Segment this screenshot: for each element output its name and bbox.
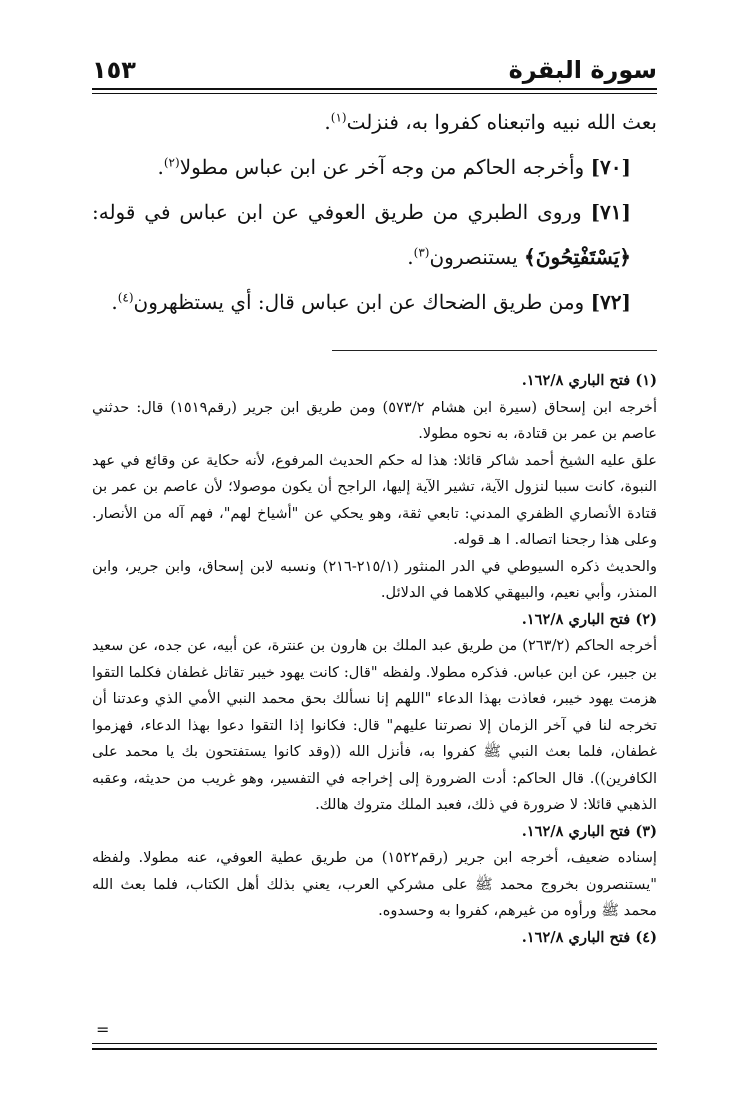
- paragraph-number: [٧١]: [590, 200, 631, 224]
- header-rule-thin: [92, 93, 657, 94]
- footer-rule-thin: [92, 1043, 657, 1044]
- footnote-3-head: (٣) فتح الباري ١٦٢/٨.: [521, 822, 657, 840]
- continuation-mark: =: [96, 1020, 110, 1039]
- main-line-1: بعث الله نبيه واتبعناه كفروا به، فنزلت$^{(١)}$.: [324, 110, 657, 134]
- footnote-3-text: إسناده ضعيف، أخرجه ابن جرير (رقم١٥٢٢) من طريق عطية العوفي، عنه مطولا. ولفظه "يستنصرون بخروج محمد ﷺ على مشركي العرب، يعني بذلك أهل الكتاب، فلما بعث الله محمد ﷺ ورأوه من غيرهم، كفروا به وحسدوه.: [92, 849, 657, 919]
- surah-title: سورة البقرة: [508, 56, 657, 84]
- footnote-2-text: أخرجه الحاكم (٢٦٣/٢) من طريق عبد الملك بن هارون بن عنترة، عن أبيه، عن جده، عن سعيد بن جبير، عن ابن عباس. فذكره مطولا. ولفظه "قال: كانت يهود خيبر تقاتل غطفان فكلما التقوا هزمت يهود خيبر، فعاذت بهذا الدعاء "اللهم إنا نسألك بحق محمد النبي الأمي الذي وعدتنا أن تخرجه لنا في آخر الزمان إلا نصرتنا عليهم" قال: فكانوا إذا التقوا دعوا بهذا الدعاء، فهزموا غطفان، فلما بعث النبي ﷺ كفروا به، فأنزل الله ((وقد كانوا يستفتحون بك يا محمد على الكافرين)). قال الحاكم: أدت الضرورة إلى إخراجه في التفسير، وهو غريب من حديثه، وعقبه الذهبي قائلا: لا ضرورة في ذلك، فعبد الملك متروك هالك.: [92, 637, 657, 813]
- header-rule-thick: [92, 88, 657, 90]
- footnote-1-head: (١) فتح الباري ١٦٢/٨.: [521, 372, 657, 389]
- footnote-separator: [332, 350, 657, 351]
- footnotes: [92, 368, 657, 951]
- footnote-1-text: أخرجه ابن إسحاق (سيرة ابن هشام ٥٧٣/٢) ومن طريق ابن جرير (رقم١٥١٩) قال: حدثني عاصم بن عمر بن قتادة، به نحوه مطولا.: [92, 398, 658, 442]
- footnote-ref-4: (٤): [117, 290, 134, 305]
- paragraph-number: [٧٢]: [590, 290, 631, 314]
- footnote-1-text: والحديث ذكره السيوطي في الدر المنثور (٢١٥/١-٢١٦) ونسبه لابن إسحاق، وابن جرير، وابن المنذر، وأبي نعيم، والبيهقي كلاهما في الدلائل.: [92, 557, 657, 601]
- footnote-ref-2: (٢): [163, 155, 180, 170]
- quran-word: ﴿يَسْتَفْتِحُونَ﴾: [524, 245, 631, 269]
- footnote-ref-3: (٣): [413, 245, 430, 260]
- footnote-2-head: (٢) فتح الباري ١٦٢/٨.: [521, 610, 657, 628]
- paragraph-70: [٧٠] وأخرجه الحاكم من وجه آخر عن ابن عباس مطولا$^{(٢)}$.: [157, 155, 631, 179]
- footnote-ref-1: (١): [330, 110, 347, 125]
- paragraph-number: [٧٠]: [590, 155, 631, 179]
- footnote-1-text: علق عليه الشيخ أحمد شاكر قائلا: هذا له حكم الحديث المرفوع، لأنه حكاية عن وقائع في عهد النبوة، كانت سببا لنزول الآية، تشير الآية إليها، الراجح أن يكون موصولا؛ لأن عاصم بن عمر بن قتادة الأنصاري الظفري المدني: تابعي ثقة، وهو يحكي عن "أشياخ لهم"، فهم آله من الأنصار. وعلى هذا رجحنا اتصاله. ا هـ قوله.: [92, 451, 657, 548]
- paragraph-71: [٧١] وروى الطبري من طريق العوفي عن ابن عباس في قوله: ﴿يَسْتَفْتِحُونَ﴾ يستنصرون$^{(٣)}$.: [92, 200, 631, 269]
- main-text: [92, 100, 657, 325]
- page-header: [92, 52, 657, 90]
- paragraph-72: [٧٢] ومن طريق الضحاك عن ابن عباس قال: أي يستظهرون$^{(٤)}$.: [111, 290, 631, 314]
- page-number: ١٥٣: [92, 56, 136, 84]
- footer-rule-thick: [92, 1048, 657, 1050]
- footnote-4-head: (٤) فتح الباري ١٦٢/٨.: [521, 928, 657, 946]
